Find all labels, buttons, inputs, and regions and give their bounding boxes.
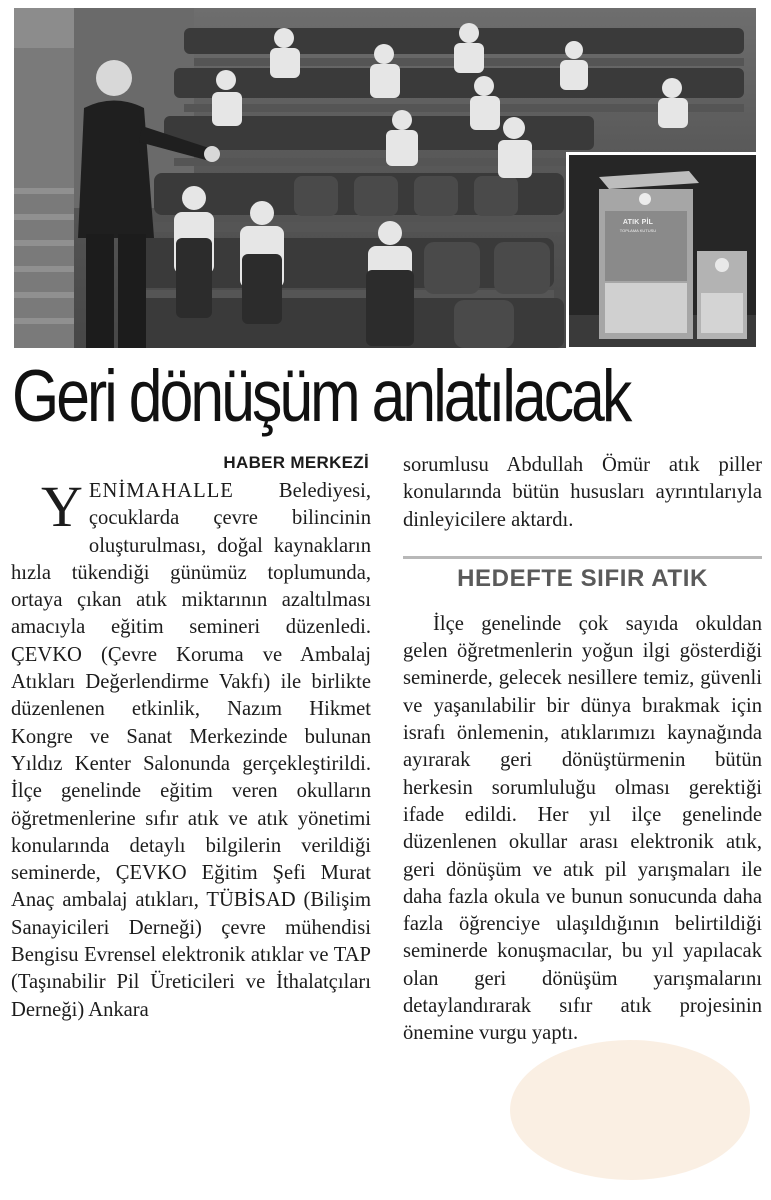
box-label — [611, 219, 665, 235]
byline: HABER MERKEZİ — [223, 453, 369, 472]
body-paragraph: İlçe genelinde çok sayıda okuldan gelen öğretmenlerin yoğun ilgi gösterdiği seminerde, gelecek nesillere temiz, güvenli ve yaşanılabilir bir dünya bırakmak için israfı önlemenin, atıklarımızı kaynağında ayırarak geri dönüştürmenin bütün herkesin sorumluluğu olması gerektiği ifade edildi. Her yıl ilçe genelinde düzenlenen okullar arası elektronik atık, geri dönüşüm ve atık pil yarışmaları ile daha fazla okula ve bunun sonucunda daha fazla öğrenciye ulaşıldığının belirtildiği seminerde konuşmacılar, bu yıl yapılacak olan geri dönüşüm yarışmalarını detaylandırarak sıfır atık projesinin önemine vurgu yaptı. — [403, 612, 762, 1045]
box-label-line2: TOPLAMA KUTUSU — [619, 228, 657, 233]
battery-box-inset-photo — [566, 152, 756, 348]
lead-paragraph — [11, 474, 371, 1024]
battery-collection-box — [569, 155, 756, 347]
subheading: HEDEFTE SIFIR ATIK — [457, 564, 708, 592]
box-label-line1: ATIK PİL — [622, 219, 654, 226]
headline: Geri dönüşüm anlatılacak — [12, 356, 630, 437]
right-column — [403, 452, 762, 1048]
drop-cap: Y — [41, 474, 83, 539]
lead-paragraph-text: Belediyesi, çocuklarda çevre bilincinin oluşturulması, doğal kaynakların hızla tükendiği günümüz toplumunda, ortaya çıkan atık miktarının azaltılması amacıyla eğitim semineri düzenledi. ÇEVKO (Çevre Koruma ve Ambalaj Atıkları Değerlendirme Vakfı) ile birlikte düzenlenen etkinlik, Nazım Hikmet Kongre ve Sanat Merkezinde bulunan Yıldız Kenter Salonunda gerçekleştirildi. İlçe genelinde eğitim veren okulların öğretmenlerine sıfır atık ve atık yönetimi konularında detaylı bilgilerin verildiği seminerde, ÇEVKO Eğitim Şefi Murat Anaç ambalaj atıkları, TÜBİSAD (Bilişim Sanayicileri Derneği) çevre mühendisi Bengisu Evrensel elektronik atıklar ve TAP (Taşınabilir Pil Üreticileri ve İthalatçıları Derneği) Ankara — [11, 480, 371, 1021]
lead-word: ENİMAHALLE — [88, 480, 234, 502]
subheading-block — [403, 556, 762, 595]
left-column — [11, 452, 371, 1024]
seminar-photo — [14, 8, 756, 348]
continuation-paragraph: sorumlusu Abdullah Ömür atık piller konularında bütün hususları ayrıntılarıyla dinleyicilere aktardı. — [403, 454, 762, 531]
